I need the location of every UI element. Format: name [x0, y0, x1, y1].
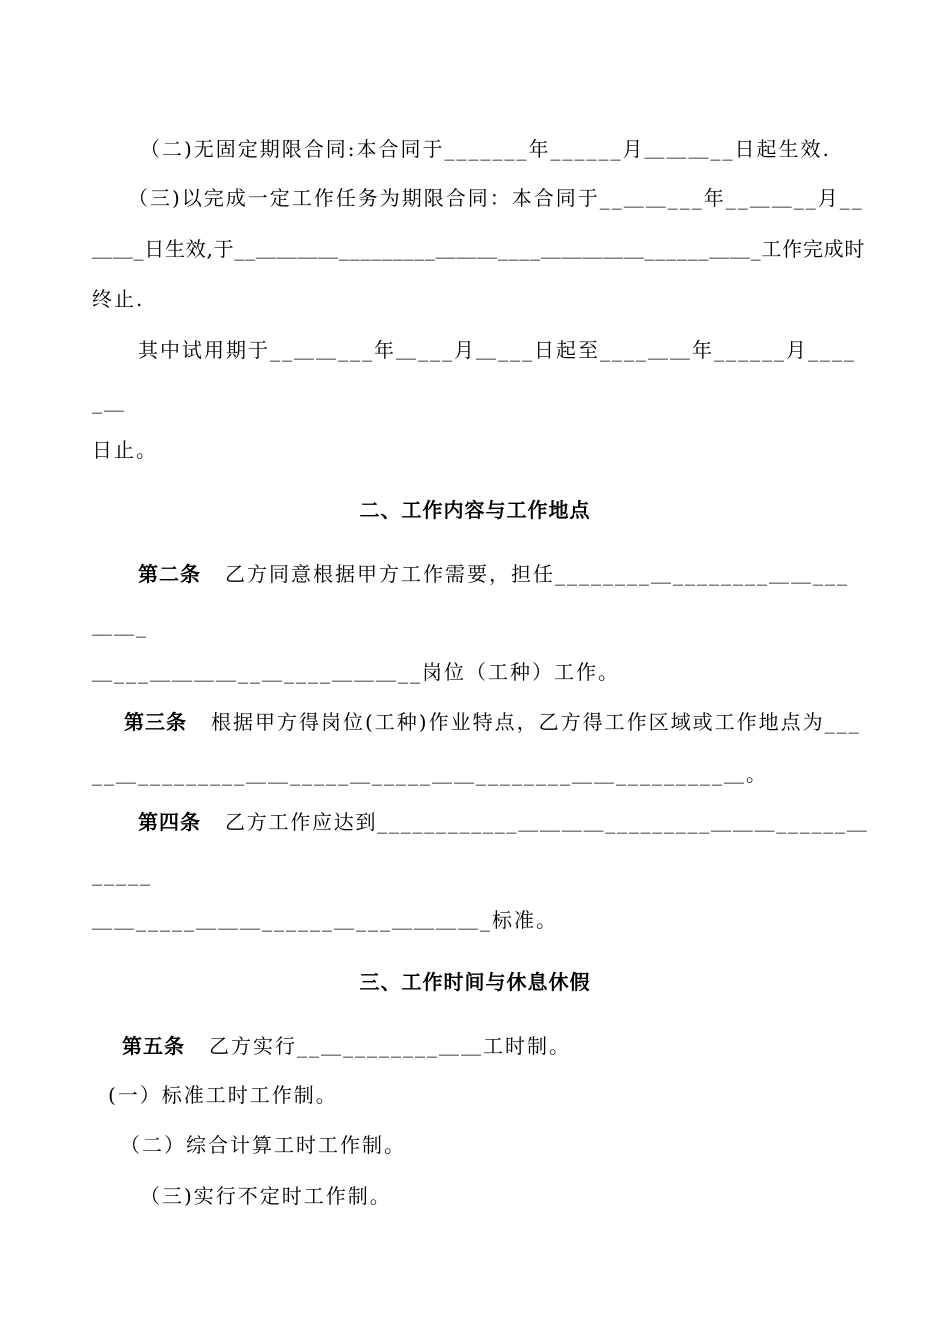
- article-2-label: 第二条: [138, 562, 201, 586]
- clause-task-term-end: 终止.: [92, 287, 145, 311]
- article-5-label: 第五条: [122, 1034, 185, 1058]
- article-3: [124, 710, 861, 734]
- article-4-cont: _____: [92, 862, 152, 886]
- section-heading-work-content: 二、工作内容与工作地点: [359, 498, 591, 522]
- article-5: [122, 1034, 571, 1058]
- article-4-label: 第四条: [138, 810, 201, 834]
- article-4: [138, 810, 869, 834]
- article-3-cont: __＿_________＿＿_____＿_____＿＿________＿＿_________＿。: [92, 762, 768, 786]
- section-heading-work-hours: 三、工作时间与休息休假: [359, 970, 591, 994]
- article-2-text: 乙方同意根据甲方工作需要，担任________＿________＿＿___: [225, 562, 849, 586]
- probation-period: 其中试用期于__＿＿___年＿___月＿___日起至____＿＿年______月____: [138, 338, 856, 362]
- article-4-end: ＿＿_____＿＿＿______＿___＿＿＿＿_标准。: [92, 908, 558, 932]
- article-2: [138, 562, 849, 586]
- article-5-text: 乙方实行__＿________＿＿工时制。: [209, 1034, 571, 1058]
- article-2-cont: ＿＿_: [92, 614, 148, 638]
- option-comprehensive-hours: （二）综合计算工时工作制。: [120, 1133, 406, 1157]
- clause-task-term: （三)以完成一定工作任务为期限合同：本合同于__＿＿___年__＿＿__月__: [128, 186, 864, 210]
- article-3-label: 第三条: [124, 710, 187, 734]
- clause-indefinite-term: （二)无固定期限合同:本合同于_______年______月＿＿＿__日起生效.: [140, 137, 831, 161]
- article-3-text: 根据甲方得岗位(工种)作业特点，乙方得工作区域或工作地点为___: [211, 710, 861, 734]
- option-standard-hours: (一）标准工时工作制。: [108, 1083, 338, 1107]
- article-4-text: 乙方工作应达到____________＿＿＿＿_________＿＿＿______＿: [225, 810, 869, 834]
- probation-period-end: 日止。: [92, 438, 158, 462]
- probation-period-cont: _＿: [92, 390, 126, 414]
- clause-task-term-cont: ＿＿_日生效,于__＿＿＿＿_________＿＿＿____＿＿＿＿＿______＿＿_工作完成时: [92, 237, 866, 261]
- article-2-end: ＿___＿＿＿＿__＿____＿＿＿__岗位（工种）工作。: [92, 660, 620, 684]
- option-flexible-hours: （三)实行不定时工作制。: [140, 1184, 392, 1208]
